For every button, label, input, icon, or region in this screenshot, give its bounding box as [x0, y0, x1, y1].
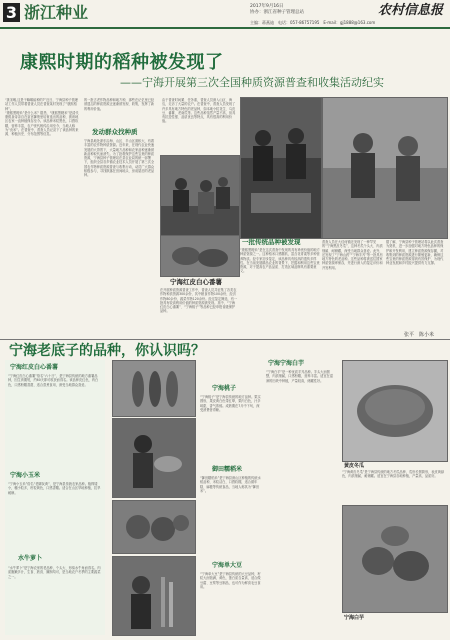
photo-taro [342, 505, 448, 613]
newspaper-logo: 农村信息报 [378, 3, 444, 18]
lead-col2-body: 宁海县地处浙东沿海，山区、半山区面积大，有着丰富的农作物种质资源。近年来，在现代农业快速发展的大背景下，大量地方品种和农家品种逐渐被新品种取代而消失。为了抢救保护这些宝贵的种质资源，宁海县种子管理站在县农业局的统一部署下，组织全县各乡镇农业技术人员开展了第三次全国农作物种质资源普查与收集行动，动员广大群众积极参与，寻找散落在田间地头、房前屋后的老品种。 [84, 139, 155, 178]
masthead [0, 0, 450, 28]
photo-seeds-illustration [241, 98, 321, 238]
lead-col4-text: 在开展种质资源普查工作中，普查人员共征集了各类农作物种质资源300余份，其中粮食作物100余份，经济作物80余份，蔬菜作物120余份。经过鉴定筛选，有一批具有较高利用价值的种质资源被发现。其中，“宁海红皮白心番薯”、“宁海桃子”等品种已经申报省级保护品种。 [160, 288, 238, 314]
photo-sweet-potato-survey [160, 155, 240, 237]
item-title-1: 宁海红皮白心番薯 [10, 364, 59, 371]
masthead-rule [0, 27, 450, 29]
item-text-7: “宁海单大豆”是宁海县传统的大豆品种，籽粒大而饱满，黄色，蛋白质含量高，适合做豆腐、豆浆等豆制品，也可作为鲜食毛豆食用。 [200, 572, 261, 589]
item-title-5: 御田糯稻米 [212, 466, 243, 473]
page-number: 3 [3, 3, 20, 22]
photo-potato-closeup [160, 235, 240, 277]
item-text-5: “御田糯稻米”是宁海县深山区种植的传统水稻品种，米粒洁白，口感软糯，适合做年糕、麻糍等传统食品，当地人称其为“御田米”。 [200, 476, 261, 493]
lead-headline: 康熙时期的稻种被发现了 [20, 52, 224, 73]
lead-col2-intro: 的一批古老作物品种和地方种，那些在记忆里已经被遗忘的种质资源正逐渐被发现、收集，发挥了新的利用价值。 [84, 98, 155, 111]
photo-people-illustration [161, 156, 239, 236]
caption-winter-melon: 黄皮冬瓜 [344, 463, 365, 469]
co-organizer: 协办：浙江省种子管理总站 [250, 10, 304, 15]
lead-byline: 张平 陈小米 [404, 332, 435, 338]
lead-col5-text: “康熙黑粳米”是在这次普查中发现的具有珍贵价值的地方种质资源之一。这种稻米口感糯软，富含花青素等多种营养物质。经专家初步鉴定，该品种具有较高的遗传多样性。在当前发展精品农业的背景下，挖掘和利用这些宝贵资源，对于提高农产品品质、打造区域品牌具有重要意义。 [240, 248, 320, 274]
item-title-2: 宁海小玉米 [10, 472, 41, 479]
photo-winter-melon [342, 360, 448, 462]
photo-rice-plant [112, 556, 196, 636]
photo-radish-field [112, 418, 196, 498]
item-text-6: “宁海白芋”是一种优质芋艿品种。芋头大而圆整，肉质细腻，口感粉糯，营养丰富。适宜在湿润的田块中种植，产量较高，储藏性好。 [266, 370, 333, 383]
radish-illustration [113, 419, 195, 497]
section-title: 浙江种业 [24, 3, 89, 22]
caption-taro: 宁海白芋 [344, 615, 365, 621]
caption-sweet-potato: 宁海红皮白心番薯 [170, 278, 222, 286]
lead-col3-text: 由于普查时间紧、任务重，普查人员深入山区、海岛，走访了大量的农户。在普查中，普查人员发现了许多具有地方特色的老品种，如本地小粒花生、乌皮豆、番薯、老南瓜等。这些品种虽然产量不高，但具有抗逆性强、品质优良等特点，具有很高的利用价值。 [162, 98, 236, 124]
caption-traditional-varieties: 一批传统品种被发现 [242, 238, 301, 246]
editor-line: 主编：蒋燕迪 电话：057-86757195 E-mail：gj1888@163.com [250, 20, 376, 25]
photo-seed-collection [240, 97, 322, 239]
item-text-4: “宁海桃子”是宁海县传统的地方品种。果实圆形，果皮黄白色带红晕，果肉白色，汁多味甜，香气浓郁。成熟期在7月中下旬，深受消费者青睐。 [200, 395, 261, 412]
item-text-2: “宁海小玉米”俗名“老脚灰黄”，是宁海县传统农家品种。植株矮小，穗小粒多，籽粒黄色，口感香糯。适合在山区旱地种植，抗旱耐瘠。 [8, 482, 101, 495]
photo-rice-sample [322, 97, 448, 239]
lead-col6-text: 普查人员在大佳何镇还发现了一种罕见的“宁海黑皮冬瓜”，这种冬瓜个头大、肉质细腻、耐储藏，深受当地群众喜爱。此外，还发现了“宁海山药”“宁海芋艿”等一批具有地方特色的老品种。这些品种将被送往国家种质资源库保存，并进行深入的鉴定评价和开发利用。 [322, 240, 383, 270]
lead-col1: “挑宋畈,这是干嘛哪能种的?”近日，宁海县种子管理站工作人员带着普查人员在普查某村发现了“康熙稻种”。 “康熙黑粳米”是什么米？据悉，“康熙黑粳米”是清代康熙皇帝亲自在皇宫御苑里培育选出的品种，被该地区农家一直种植保存至今。该品种米粒黑色，口感软糯，营养丰富，农户世代相传沿用至今，当地人称为“贡米”。在普查中，普查人员记录下了该品种的来源、种植历史、分布范围等信息。 [5, 98, 79, 137]
section-divider [0, 339, 450, 340]
item-title-4: 宁海桃子 [212, 385, 237, 392]
winter-melon-illustration [343, 361, 447, 461]
issue-date: 2017年9月16日 [250, 4, 284, 9]
photo-rice-illustration [323, 98, 447, 238]
corn-illustration [113, 361, 195, 416]
peach-illustration [113, 501, 195, 553]
item-title-7: 宁海单大豆 [212, 562, 243, 569]
photo-peach [112, 500, 196, 554]
item-title-3: 水牛萝卜 [18, 555, 43, 562]
lead-subhead: ——宁海开展第三次全国种质资源普查和收集活动纪实 [120, 76, 384, 89]
masthead-meta [250, 4, 370, 16]
section-heading-mobilize: 发动群众找种质 [92, 128, 138, 136]
feature-headline: 宁海老底子的品种，你认识吗？ [9, 343, 205, 359]
rice-plant-illustration [113, 557, 195, 635]
item-text-1: “宁海红皮白心番薯”俗名“六十日”，是宁海县传统的地方番薯品种，因生育期短，约60天即可收获而得名。该品种皮红色，肉白色，口感粉糯香甜，适合蒸煮食用，深受当地群众喜爱。 [8, 374, 99, 387]
lead-col7-text: 据了解，宁海县种子管理站将以此次普查为契机，进一步加强对地方特色品种的保护和开发利用，建立种质资源保存圃，对收集到的种质资源进行繁殖更新，确保这些宝贵的种质资源得到有效保护，为现代种业发展和乡村振兴提供有力支撑。 [386, 240, 444, 266]
item-title-6: 宁海宁海白芋 [268, 360, 305, 367]
feature-side-text: “宁海黄皮冬瓜”是宁海县传统的地方冬瓜品种，瓜形长圆筒形，表皮黄绿色，肉质细腻，耐储藏。适宜在宁海县各地种植，产量高，品质好。 [342, 470, 445, 479]
item-text-3: “水牛萝卜”是宁海农家的老品种，个头大、形似水牛角而得名。肉质脆嫩多汁，生食、熟食、腌制均可，是当地农户冬季的主要蔬菜之一。 [8, 566, 101, 579]
photo-corn [112, 360, 196, 417]
taro-illustration [343, 506, 447, 612]
photo-potato-illustration [161, 236, 239, 276]
